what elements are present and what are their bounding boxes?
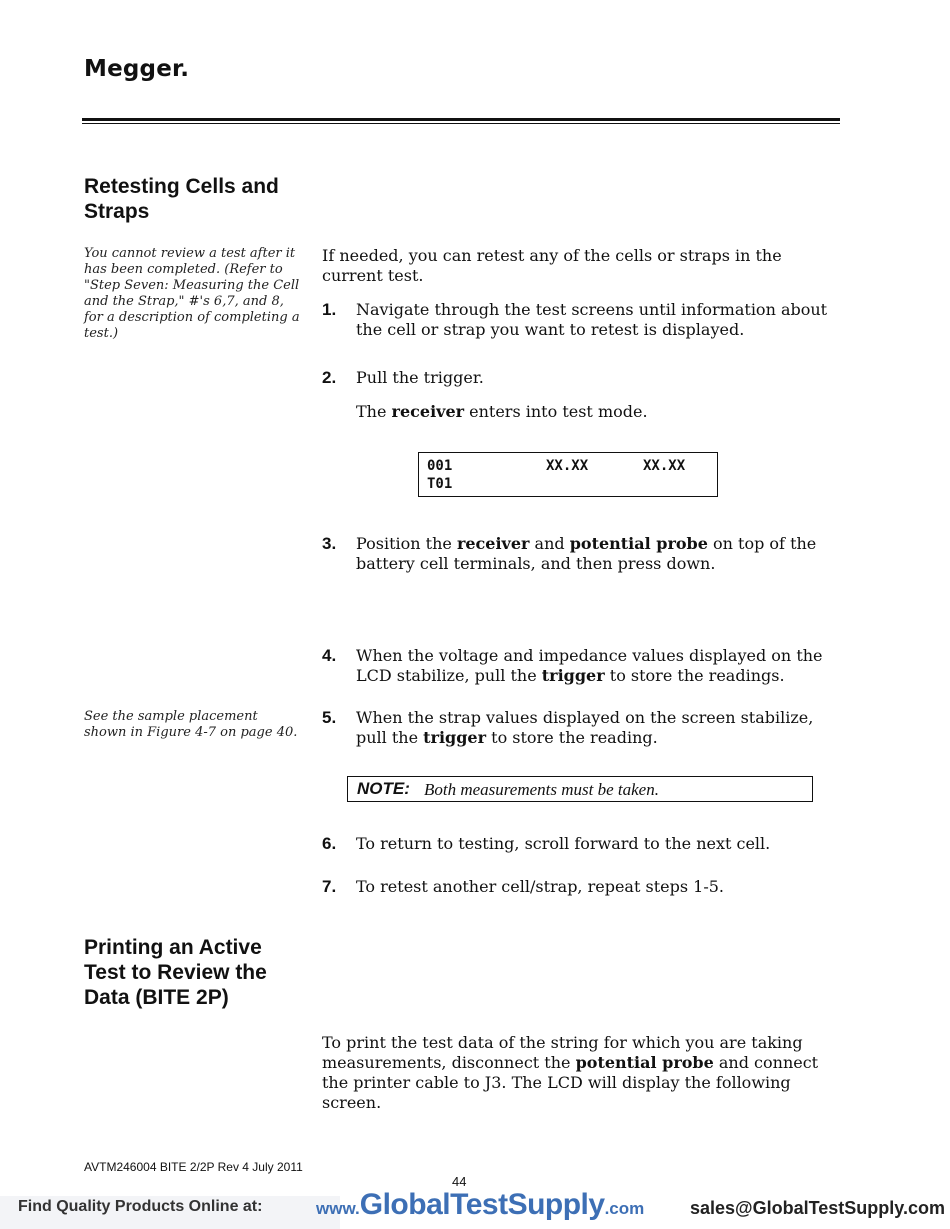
text-run: to store the readings.	[604, 666, 785, 685]
heading-line: Printing an Active	[84, 936, 262, 959]
text-run: to store the reading.	[486, 728, 658, 747]
note-text: Both measurements must be taken.	[424, 780, 659, 799]
side-note-placement	[84, 709, 314, 741]
heading-line: Test to Review the	[84, 961, 267, 984]
step-line: Navigate through the test screens until information about	[356, 300, 828, 319]
paragraph-line	[322, 1053, 842, 1073]
bold-term: potential probe	[575, 1053, 714, 1072]
sales-email-link[interactable]: sales@GlobalTestSupply.com	[690, 1198, 945, 1218]
step-number: 7.	[322, 877, 337, 896]
print-paragraph	[322, 1033, 842, 1113]
step-line: To return to testing, scroll forward to the next cell.	[356, 834, 771, 853]
bold-term: receiver	[391, 402, 465, 421]
page-number: 44	[452, 1174, 467, 1189]
intro-line: current test.	[322, 266, 424, 285]
text-run: The	[356, 402, 392, 421]
step-number: 4.	[322, 646, 337, 665]
side-note-line: test.)	[84, 326, 119, 341]
side-note-line: You cannot review a test after it	[84, 246, 296, 261]
lcd-test-id: T01	[427, 476, 453, 492]
document-id: AVTM246004 BITE 2/2P Rev 4 July 2011	[84, 1160, 303, 1174]
bold-term: trigger	[423, 728, 487, 747]
side-note-line: has been completed. (Refer to	[84, 262, 283, 277]
megger-logo: Megger.	[84, 56, 190, 82]
lcd-display	[418, 452, 718, 497]
lcd-cell-number: 001	[427, 458, 453, 474]
step-text	[356, 877, 842, 897]
bold-term: receiver	[456, 534, 530, 553]
header-rule-thin	[82, 123, 840, 124]
step-text	[356, 534, 842, 574]
paragraph-line: To print the test data of the string for which you are taking	[322, 1033, 803, 1052]
note-box	[347, 776, 813, 802]
text-run: on top of the	[707, 534, 817, 553]
step-text	[356, 708, 842, 748]
step-number: 5.	[322, 708, 337, 727]
text-run: pull the	[356, 728, 424, 747]
text-run: LCD stabilize, pull the	[356, 666, 542, 685]
side-note-review	[84, 246, 302, 342]
step-line	[356, 534, 842, 554]
step-number: 3.	[322, 534, 337, 553]
website-link[interactable]	[316, 1188, 644, 1222]
step-line	[356, 728, 842, 748]
text-run: Position the	[356, 534, 457, 553]
side-note-line: shown in Figure 4-7 on page 40.	[84, 725, 298, 740]
paragraph-line: the printer cable to J3. The LCD will display the following	[322, 1073, 791, 1092]
bold-term: potential probe	[569, 534, 708, 553]
note-label: NOTE:	[357, 779, 410, 798]
heading-line: Straps	[84, 200, 150, 223]
step-line: To retest another cell/strap, repeat steps 1-5.	[356, 877, 724, 896]
step-text	[356, 300, 842, 340]
bold-term: trigger	[541, 666, 605, 685]
side-note-line: "Step Seven: Measuring the Cell	[84, 278, 300, 293]
site-prefix: www.	[316, 1199, 360, 1218]
header-rule	[82, 118, 840, 121]
step-line	[356, 666, 842, 686]
text-run: measurements, disconnect the	[322, 1053, 576, 1072]
step-line: the cell or strap you want to retest is displayed.	[356, 320, 745, 339]
step-line: battery cell terminals, and then press down.	[356, 554, 716, 573]
step-text	[356, 834, 842, 854]
step-number: 6.	[322, 834, 337, 853]
section-heading-printing	[84, 935, 267, 1010]
intro-paragraph	[322, 246, 842, 286]
side-note-line: See the sample placement	[84, 709, 258, 724]
step-line: Pull the trigger.	[356, 368, 484, 387]
step-number: 2.	[322, 368, 337, 387]
intro-line: If needed, you can retest any of the cells or straps in the	[322, 246, 782, 265]
lcd-value-2: XX.XX	[643, 458, 686, 474]
step-text	[356, 646, 842, 686]
site-main: GlobalTestSupply	[359, 1188, 605, 1221]
heading-line: Retesting Cells and	[84, 175, 279, 198]
paragraph-line: screen.	[322, 1093, 382, 1112]
lcd-value-1: XX.XX	[546, 458, 589, 474]
banner-find-text: Find Quality Products Online at:	[18, 1198, 263, 1215]
side-note-line: for a description of completing a	[84, 310, 300, 325]
site-suffix: .com	[604, 1199, 645, 1218]
step-line: When the voltage and impedance values displayed on the	[356, 646, 823, 665]
side-note-line: and the Strap," #'s 6,7, and 8,	[84, 294, 284, 309]
step-text	[356, 368, 842, 388]
text-run: and connect	[713, 1053, 819, 1072]
text-run: enters into test mode.	[464, 402, 648, 421]
heading-line: Data (BITE 2P)	[84, 986, 229, 1009]
section-heading-retesting	[84, 174, 279, 224]
receiver-test-mode-line	[356, 402, 648, 422]
text-run: and	[529, 534, 570, 553]
step-number: 1.	[322, 300, 337, 319]
step-line: When the strap values displayed on the screen stabilize,	[356, 708, 814, 727]
